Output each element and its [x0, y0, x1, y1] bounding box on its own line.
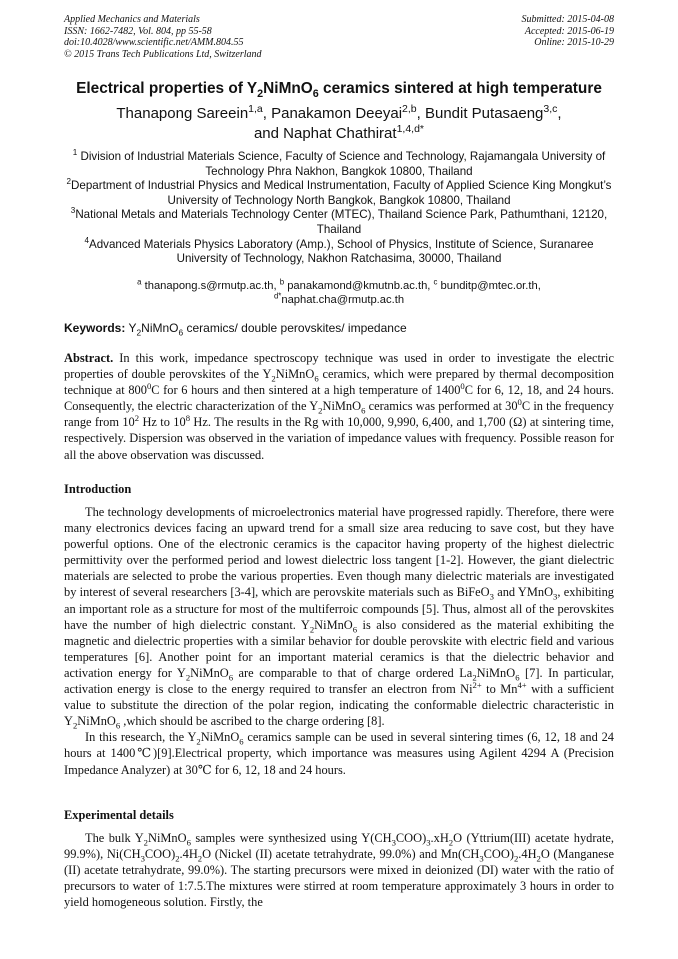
copyright: © 2015 Trans Tech Publications Ltd, Switzerland — [64, 48, 262, 60]
section-heading-introduction: Introduction — [64, 482, 132, 496]
experimental-body — [64, 830, 614, 910]
abstract: Abstract. In this work, impedance spectroscopy technique was used in order to investigate the electric properties of double perovskites of the $Y_2NiMnO_6$ ceramics, which were prepared by thermal decomposition technique at $800^0C$ for 6 hours and then sintered at a high temperature of 1400$^0$C for 6, 12, 18, and 24 hours. Consequently, the electric characterization of the $Y_2NiMnO_6$ ceramics was performed at $30^0C$ in the frequency range from $10^2$ Hz to $10^8$ Hz. The results in the Rg with 10,000, 9,990, 6,400, and 1,700 (Ω) at sintering time, respectively. Dispersion was observed in the variation of impedance values with frequency. Possible reason for all the above observation was discussed. — [64, 351, 615, 462]
dates-header — [522, 14, 615, 49]
keywords-label: Keywords: — [64, 321, 126, 335]
paragraph: The technology developments of microelectronics material have progressed rapidly. Therefore, there were many electronics devices facing an upward trend for a small size area reducing to save cost, but they have powerful options. One of the electronic ceramics is the capacitor having property of the highest dielectric permittivity over the performed period and lowest dielectric loss tangent [1-2]. However, the giant dielectric materials are selected to probe the various properties. Even though many dielectric materials are investigated by interest of several researchers [3-4], which are perovskite materials such as BiFeO$_3$ and YMnO$_3$, exhibiting an important role as a structure for most of the multiferroic compounds [5]. Thus, almost all of the perovskites have the number of high dielectric constant. $Y_2NiMnO_6$ is also considered as the material exhibiting the magnetic and dielectric properties with a similar behavior for double perovskite with electric field and various temperatures [6]. Another point for an important material ceramics is that the dielectric behavior and activation energy for $Y_2NiMnO_6$ are comparable to that of charge ordered $La_2NiMnO_6$ [7]. In particular, activation energy is close to the energy required to transfer an electron from $Ni^{2+}$ to $Mn^{4+}$ with a sufficient value to substitute the direction of the polar region, indicating the conformable dielectric characteristic in $Y_2NiMnO_6$ ,which should be ascribed to the charge ordering [8]. — [64, 505, 615, 731]
paragraph: The bulk $Y_2NiMnO_6$ samples were synthesized using $Y(CH_3COO)_3.xH_2O$ (Yttrium(III) acetate hydrate, 99.9%), $Ni(CH_3COO)_2.4H_2O$ (Nickel (II) acetate tetrahydrate, 99.0%) and $Mn(CH_3COO)_2.4H_2O$ (Manganese (II) acetate tetrahydrate, 99.0%). The starting precursors were mixed in deionized (DI) water with the ratio of precursors to water of 1:7.5.The mixtures were stirred at room temperature approximately 3 hours in order to yield homogeneous solution. Firstly, the — [64, 831, 615, 910]
paper-title: Electrical properties of $Y_2NiMnO_6$ ceramics sintered at high temperature — [76, 80, 602, 101]
keywords: Keywords: $Y_2NiMnO_6$ ceramics/ double perovskites/ impedance — [64, 321, 407, 338]
affiliations — [58, 150, 620, 267]
accepted-date: Accepted: 2015-06-19 — [524, 25, 614, 37]
journal-name: Applied Mechanics and Materials — [64, 14, 200, 25]
affiliation: $^1$ Division of Industrial Materials Science, Faculty of Science and Technology, Rajamangala University of Technology Phra Nakhon, Bangkok 10800, Thailand — [72, 148, 606, 178]
online-date: Online: 2015-10-29 — [534, 37, 614, 48]
paragraph: In this research, the $Y_2NiMnO_6$ ceramics sample can be used in several sintering times (6, 12, 18 and 24 hours at 1400℃)[9].Electrical property, which importance was measures using Agilent 4294 A (Precision Impedance Analyzer) at 30℃ for 6, 12, 18 and 24 hours. — [64, 730, 614, 777]
affiliation: $^3$National Metals and Materials Technology Center (MTEC), Thailand Science Park, Pathumthani, 12120, Thailand — [70, 206, 608, 236]
author-name: , Bundit Putasaeng — [416, 105, 544, 122]
doi: doi:10.4028/www.scientific.net/AMM.804.55 — [64, 37, 244, 48]
submitted-date: Submitted: 2015-04-08 — [521, 14, 614, 25]
author-name: , Panakamon Deeyai — [262, 105, 403, 122]
affiliation: $^4$Advanced Materials Physics Laboratory (Amp.), School of Physics, Institute of Science, Suranaree University of Technology, Nakhon Ratchasima, 30000, Thailand — [84, 235, 594, 266]
email-link[interactable]: naphat.cha@rmutp.ac.th — [281, 294, 405, 306]
author-list: Thanapong Sareein$^{1,a}$, Panakamon Deeyai$^{2,b}$, Bundit Putasaeng$^{3,c}$, and Naphat Chathirat$^{1,4,d*}$ — [116, 103, 562, 142]
email-list: $^a$ thanapong.s@rmutp.ac.th, $^b$ panakamond@kmutnb.ac.th, $^c$ bunditp@mtec.or.th, $^{d*}$naphat.cha@rmutp.ac.th — [137, 277, 541, 306]
email-link[interactable]: thanapong.s@rmutp.ac.th, — [141, 280, 280, 292]
introduction-body — [64, 504, 614, 778]
email-link[interactable]: panakamond@kmutnb.ac.th, — [284, 280, 434, 292]
issn: ISSN: 1662-7482, Vol. 804, pp 55-58 — [64, 25, 212, 37]
section-heading-experimental: Experimental details — [64, 808, 174, 822]
abstract-label: Abstract. — [64, 351, 114, 365]
journal-header — [64, 14, 262, 60]
email-link[interactable]: bunditp@mtec.or.th, — [437, 280, 541, 292]
affiliation: $^2$Department of Industrial Physics and Medical Instrumentation, Faculty of Applied Science King Mongkut’s University of Technology North Bangkok, Bangkok 10800, Thailand — [66, 177, 612, 207]
author-name: and Naphat Chathirat — [253, 125, 397, 142]
author-name: Thanapong Sareein — [116, 105, 249, 122]
